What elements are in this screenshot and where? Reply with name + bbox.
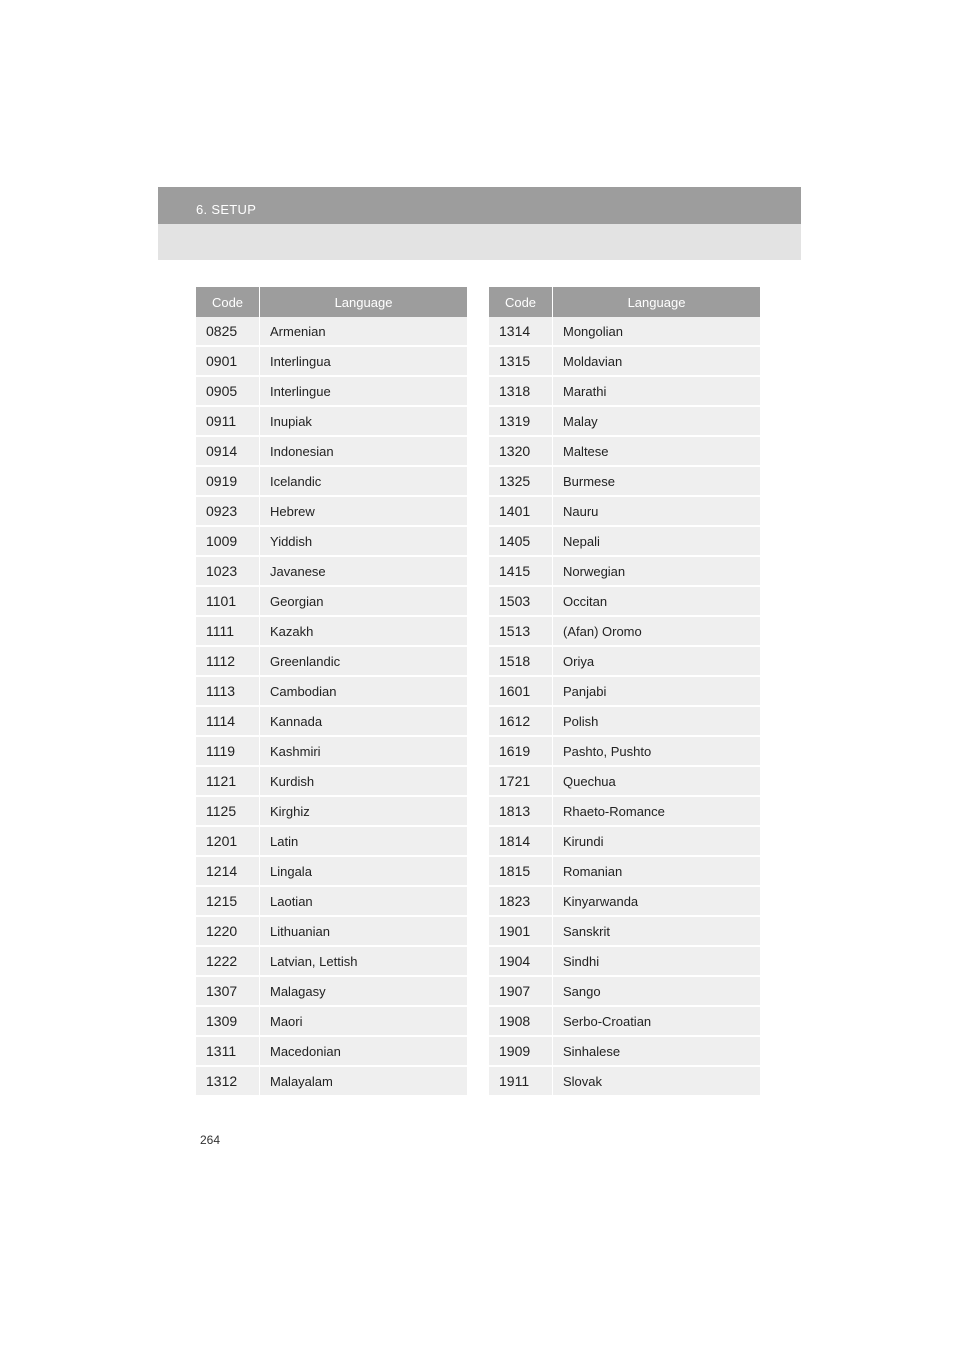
language-code-cell: 1201 xyxy=(196,827,260,857)
table-row xyxy=(489,317,760,347)
language-name-cell: Greenlandic xyxy=(260,647,467,677)
language-code-cell: 0901 xyxy=(196,347,260,377)
table-row xyxy=(196,617,467,647)
language-code-cell: 1113 xyxy=(196,677,260,707)
language-code-cell: 1907 xyxy=(489,977,553,1007)
table-row xyxy=(196,527,467,557)
language-name-cell: Rhaeto-Romance xyxy=(553,797,760,827)
language-name-cell: Maltese xyxy=(553,437,760,467)
table-row xyxy=(196,737,467,767)
table-row xyxy=(489,857,760,887)
language-name-cell: Nepali xyxy=(553,527,760,557)
table-body-right xyxy=(489,317,760,1097)
table-row xyxy=(489,527,760,557)
language-code-cell: 1908 xyxy=(489,1007,553,1037)
language-name-cell: Mongolian xyxy=(553,317,760,347)
language-code-cell: 1311 xyxy=(196,1037,260,1067)
column-header-code: Code xyxy=(489,287,553,317)
table-row xyxy=(489,347,760,377)
language-code-table-right xyxy=(489,287,760,1097)
language-name-cell: Lithuanian xyxy=(260,917,467,947)
language-code-cell: 1112 xyxy=(196,647,260,677)
language-name-cell: Malay xyxy=(553,407,760,437)
language-name-cell: Kinyarwanda xyxy=(553,887,760,917)
language-code-cell: 1214 xyxy=(196,857,260,887)
column-header-language: Language xyxy=(553,287,760,317)
language-code-cell: 1909 xyxy=(489,1037,553,1067)
table-row xyxy=(489,1067,760,1097)
language-name-cell: Kurdish xyxy=(260,767,467,797)
language-code-cell: 1315 xyxy=(489,347,553,377)
language-name-cell: Sango xyxy=(553,977,760,1007)
language-name-cell: Moldavian xyxy=(553,347,760,377)
table-row xyxy=(489,497,760,527)
column-header-language: Language xyxy=(260,287,467,317)
table-row xyxy=(489,887,760,917)
language-code-cell: 1601 xyxy=(489,677,553,707)
table-row xyxy=(196,1067,467,1097)
language-name-cell: Armenian xyxy=(260,317,467,347)
table-row xyxy=(196,377,467,407)
language-name-cell: Polish xyxy=(553,707,760,737)
language-code-cell: 0919 xyxy=(196,467,260,497)
language-name-cell: Kirundi xyxy=(553,827,760,857)
language-name-cell: Sanskrit xyxy=(553,917,760,947)
language-name-cell: Interlingua xyxy=(260,347,467,377)
language-name-cell: Icelandic xyxy=(260,467,467,497)
language-code-cell: 1721 xyxy=(489,767,553,797)
language-name-cell: Sinhalese xyxy=(553,1037,760,1067)
table-row xyxy=(196,647,467,677)
table-row xyxy=(489,1007,760,1037)
table-row xyxy=(489,647,760,677)
table-row xyxy=(196,1007,467,1037)
language-code-cell: 1901 xyxy=(489,917,553,947)
language-code-cell: 1121 xyxy=(196,767,260,797)
table-row xyxy=(196,767,467,797)
table-row xyxy=(196,977,467,1007)
table-row xyxy=(196,587,467,617)
language-code-cell: 1320 xyxy=(489,437,553,467)
table-header-row xyxy=(489,287,760,317)
table-row xyxy=(489,407,760,437)
language-code-cell: 1813 xyxy=(489,797,553,827)
language-name-cell: Lingala xyxy=(260,857,467,887)
table-row xyxy=(489,917,760,947)
table-row xyxy=(196,797,467,827)
language-code-cell: 1125 xyxy=(196,797,260,827)
table-row xyxy=(489,797,760,827)
language-code-cell: 1119 xyxy=(196,737,260,767)
table-row xyxy=(489,977,760,1007)
language-code-cell: 1814 xyxy=(489,827,553,857)
table-row xyxy=(196,677,467,707)
page-number: 264 xyxy=(200,1133,221,1147)
table-row xyxy=(489,737,760,767)
table-row xyxy=(196,407,467,437)
language-code-cell: 1319 xyxy=(489,407,553,437)
language-code-cell: 1023 xyxy=(196,557,260,587)
language-name-cell: Panjabi xyxy=(553,677,760,707)
language-name-cell: Sindhi xyxy=(553,947,760,977)
table-row xyxy=(196,947,467,977)
language-code-cell: 1220 xyxy=(196,917,260,947)
language-code-cell: 1815 xyxy=(489,857,553,887)
language-name-cell: Inupiak xyxy=(260,407,467,437)
language-code-cell: 0825 xyxy=(196,317,260,347)
language-code-cell: 1318 xyxy=(489,377,553,407)
language-name-cell: Maori xyxy=(260,1007,467,1037)
table-row xyxy=(489,467,760,497)
table-row xyxy=(196,467,467,497)
language-name-cell: Latin xyxy=(260,827,467,857)
language-code-cell: 1518 xyxy=(489,647,553,677)
language-code-cell: 1911 xyxy=(489,1067,553,1097)
language-name-cell: Kirghiz xyxy=(260,797,467,827)
table-row xyxy=(489,377,760,407)
table-row xyxy=(489,587,760,617)
table-row xyxy=(489,827,760,857)
language-name-cell: Malayalam xyxy=(260,1067,467,1097)
language-name-cell: Quechua xyxy=(553,767,760,797)
language-name-cell: Latvian, Lettish xyxy=(260,947,467,977)
table-row xyxy=(196,347,467,377)
table-row xyxy=(196,1037,467,1067)
table-row xyxy=(196,827,467,857)
language-code-cell: 1114 xyxy=(196,707,260,737)
language-name-cell: Interlingue xyxy=(260,377,467,407)
section-title: 6. SETUP xyxy=(196,202,257,217)
language-code-cell: 0914 xyxy=(196,437,260,467)
language-code-cell: 1904 xyxy=(489,947,553,977)
language-name-cell: Kazakh xyxy=(260,617,467,647)
language-name-cell: Indonesian xyxy=(260,437,467,467)
table-row xyxy=(196,497,467,527)
language-code-cell: 1312 xyxy=(196,1067,260,1097)
language-name-cell: Yiddish xyxy=(260,527,467,557)
table-row xyxy=(489,707,760,737)
language-code-cell: 1307 xyxy=(196,977,260,1007)
language-code-cell: 1009 xyxy=(196,527,260,557)
language-code-cell: 1314 xyxy=(489,317,553,347)
language-name-cell: Javanese xyxy=(260,557,467,587)
table-row xyxy=(196,557,467,587)
table-row xyxy=(196,317,467,347)
table-row xyxy=(489,557,760,587)
table-row xyxy=(489,767,760,797)
language-name-cell: Marathi xyxy=(553,377,760,407)
language-code-cell: 1415 xyxy=(489,557,553,587)
language-name-cell: Norwegian xyxy=(553,557,760,587)
language-code-cell: 1619 xyxy=(489,737,553,767)
language-code-cell: 1215 xyxy=(196,887,260,917)
language-name-cell: Kannada xyxy=(260,707,467,737)
language-name-cell: Macedonian xyxy=(260,1037,467,1067)
language-name-cell: Slovak xyxy=(553,1067,760,1097)
language-name-cell: Burmese xyxy=(553,467,760,497)
table-header-row xyxy=(196,287,467,317)
section-subheader-band xyxy=(158,224,801,260)
table-row xyxy=(489,947,760,977)
language-name-cell: (Afan) Oromo xyxy=(553,617,760,647)
language-code-cell: 1405 xyxy=(489,527,553,557)
column-header-code: Code xyxy=(196,287,260,317)
language-name-cell: Nauru xyxy=(553,497,760,527)
table-row xyxy=(196,437,467,467)
table-row xyxy=(196,707,467,737)
table-body-left xyxy=(196,317,467,1097)
language-code-cell: 1401 xyxy=(489,497,553,527)
table-row xyxy=(489,677,760,707)
table-row xyxy=(489,437,760,467)
language-code-cell: 1513 xyxy=(489,617,553,647)
language-name-cell: Romanian xyxy=(553,857,760,887)
table-row xyxy=(196,857,467,887)
table-row xyxy=(196,917,467,947)
language-code-cell: 1222 xyxy=(196,947,260,977)
language-name-cell: Malagasy xyxy=(260,977,467,1007)
section-header-bar xyxy=(158,187,801,224)
language-code-cell: 0923 xyxy=(196,497,260,527)
table-row xyxy=(489,1037,760,1067)
language-name-cell: Georgian xyxy=(260,587,467,617)
language-code-cell: 1101 xyxy=(196,587,260,617)
language-name-cell: Occitan xyxy=(553,587,760,617)
language-code-cell: 1612 xyxy=(489,707,553,737)
table-row xyxy=(196,887,467,917)
language-name-cell: Hebrew xyxy=(260,497,467,527)
language-code-cell: 0911 xyxy=(196,407,260,437)
language-code-cell: 1503 xyxy=(489,587,553,617)
language-name-cell: Oriya xyxy=(553,647,760,677)
language-name-cell: Cambodian xyxy=(260,677,467,707)
language-code-cell: 1111 xyxy=(196,617,260,647)
table-row xyxy=(489,617,760,647)
language-name-cell: Serbo-Croatian xyxy=(553,1007,760,1037)
language-name-cell: Laotian xyxy=(260,887,467,917)
language-name-cell: Kashmiri xyxy=(260,737,467,767)
language-code-cell: 1325 xyxy=(489,467,553,497)
language-code-cell: 1309 xyxy=(196,1007,260,1037)
language-name-cell: Pashto, Pushto xyxy=(553,737,760,767)
language-code-table-left xyxy=(196,287,467,1097)
language-code-cell: 0905 xyxy=(196,377,260,407)
language-code-cell: 1823 xyxy=(489,887,553,917)
